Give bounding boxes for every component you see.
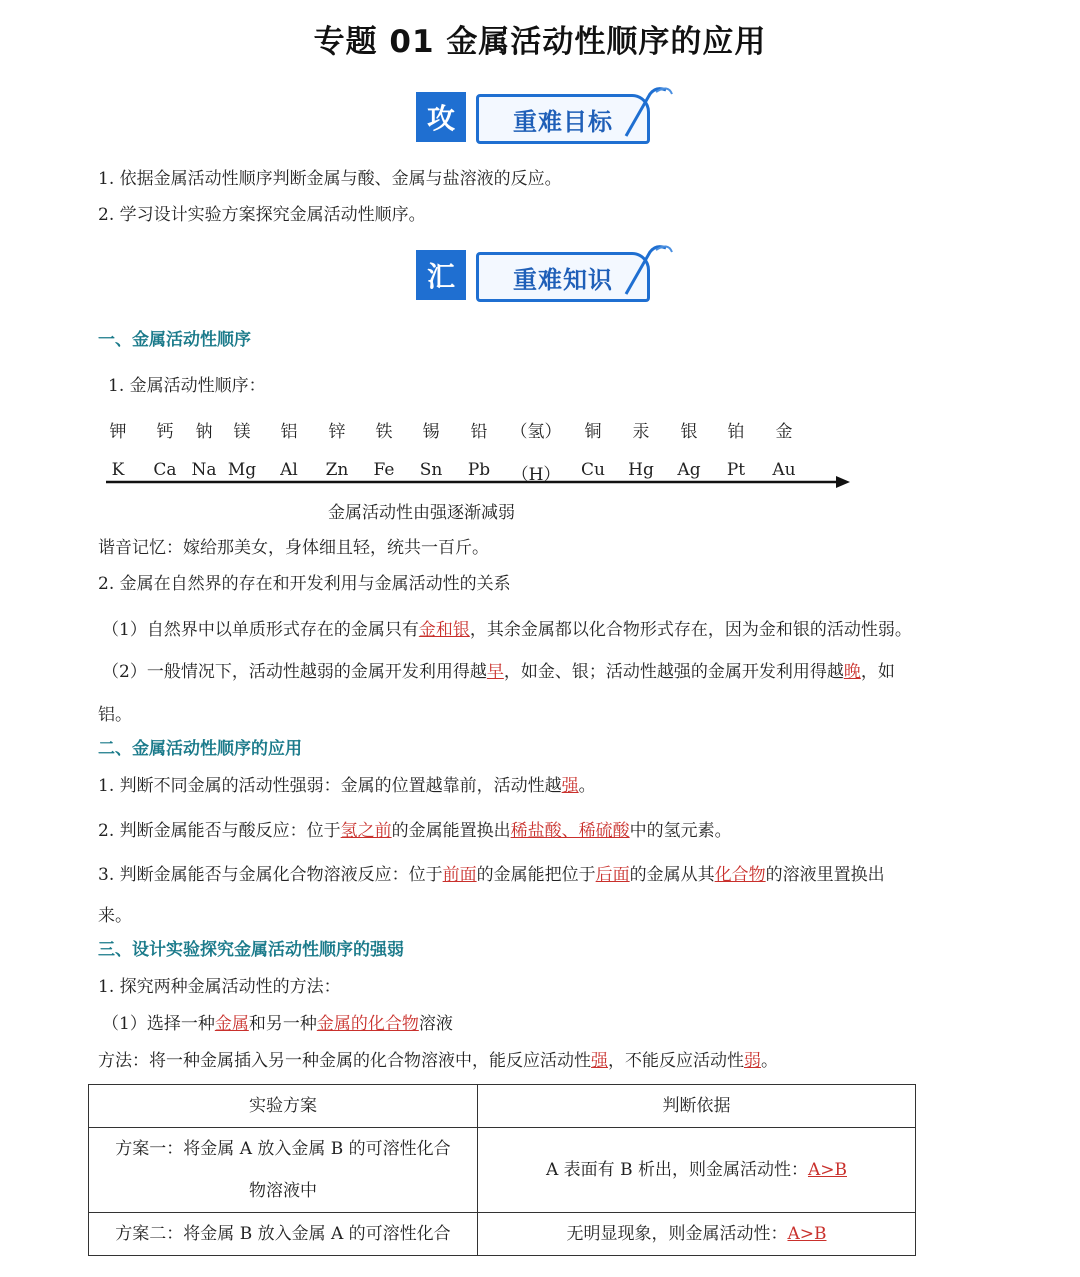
- section-heading-1: 一、金属活动性顺序: [98, 330, 251, 350]
- text: （1）选择一种: [102, 1014, 215, 1034]
- answer-metal-compound: 金属的化合物: [316, 1014, 419, 1034]
- metal-name-8: 铅: [470, 422, 488, 442]
- text: 。: [761, 1051, 778, 1071]
- text: 的金属从其: [629, 865, 715, 885]
- answer-early: 早: [486, 662, 504, 682]
- text: 。: [578, 776, 596, 796]
- metal-symbol-9: （H）: [511, 465, 561, 485]
- metal-name-6: 铁: [375, 422, 393, 442]
- answer-before-hydrogen: 氢之前: [340, 821, 392, 841]
- answer-weak: 弱: [744, 1051, 761, 1071]
- metal-name-13: 铂: [727, 422, 745, 442]
- metal-name-0: 钾: [109, 422, 127, 442]
- answer-strong: 强: [591, 1051, 608, 1071]
- activity-arrow-icon: [104, 474, 854, 490]
- metal-symbol-0: K: [111, 460, 125, 480]
- text: 1. 判断不同金属的活动性强弱：金属的位置越靠前，活动性越: [98, 776, 562, 796]
- text: （1）自然界中以单质形式存在的金属只有: [102, 620, 419, 640]
- metal-name-4: 铝: [280, 422, 298, 442]
- metal-symbol-6: Fe: [373, 460, 395, 480]
- metal-name-14: 金: [775, 422, 793, 442]
- metal-name-2: 钠: [195, 422, 213, 442]
- arrow-caption: 金属活动性由强逐渐减弱: [328, 503, 515, 523]
- rule-3: [98, 864, 885, 886]
- text: ，其余金属都以化合物形式存在，因为金和银的活动性弱。: [469, 620, 912, 640]
- metal-symbol-3: Mg: [227, 460, 257, 480]
- metal-symbol-7: Sn: [419, 460, 443, 480]
- answer-compound: 化合物: [714, 865, 766, 885]
- method-description: [98, 1050, 778, 1072]
- metal-symbol-1: Ca: [153, 460, 177, 480]
- goal-2: 2. 学习设计实验方案探究金属活动性顺序。: [98, 205, 426, 225]
- table-row: [89, 1213, 916, 1256]
- ribbon-decoration-icon: [616, 244, 676, 304]
- banner-knowledge: [416, 244, 676, 308]
- text: 的金属能把位于: [476, 865, 596, 885]
- paragraph-native-metals: [102, 619, 912, 641]
- goal-1: 1. 依据金属活动性顺序判断金属与酸、金属与盐溶液的反应。: [98, 169, 562, 189]
- metal-name-11: 汞: [632, 422, 650, 442]
- method-choice: [102, 1013, 453, 1035]
- metal-name-7: 锡: [422, 422, 440, 442]
- text: 3. 判断金属能否与金属化合物溶液反应：位于: [98, 865, 443, 885]
- answer-gold-silver: 金和银: [418, 620, 470, 640]
- plan-1-line-2: 物溶液中: [249, 1181, 317, 1201]
- metal-symbol-14: Au: [772, 460, 796, 480]
- metal-symbol-13: Pt: [726, 460, 746, 480]
- metal-symbol-4: Al: [280, 460, 298, 480]
- answer-a-gt-b: A>B: [807, 1160, 847, 1180]
- paragraph-development-cont: 铝。: [98, 705, 132, 725]
- page-title: 专题 01 金属活动性顺序的应用: [313, 24, 767, 60]
- rule-1: [98, 775, 596, 797]
- metal-symbol-11: Hg: [628, 460, 654, 480]
- text: ，不能反应活动性: [608, 1051, 744, 1071]
- answer-metal: 金属: [214, 1014, 249, 1034]
- text: （2）一般情况下，活动性越弱的金属开发利用得越: [102, 662, 487, 682]
- sub-heading-nature: 2. 金属在自然界的存在和开发利用与金属活动性的关系: [98, 574, 511, 594]
- section-heading-3: 三、设计实验探究金属活动性顺序的强弱: [98, 940, 404, 960]
- header-plan: 实验方案: [89, 1085, 478, 1128]
- banner-goals-char: 攻: [416, 92, 466, 142]
- metal-name-1: 钙: [156, 422, 174, 442]
- text: 的溶液里置换出: [765, 865, 885, 885]
- basis-2-cell: [478, 1213, 916, 1256]
- table-header-row: [89, 1085, 916, 1128]
- ribbon-decoration-icon: [616, 86, 676, 146]
- basis-1-cell: [478, 1128, 916, 1213]
- section-heading-2: 二、金属活动性顺序的应用: [98, 739, 302, 759]
- table-row: [89, 1128, 916, 1213]
- answer-dilute-acids: 稀盐酸、稀硫酸: [510, 821, 630, 841]
- banner-knowledge-char: 汇: [416, 250, 466, 300]
- text: 中的氢元素。: [629, 821, 732, 841]
- metal-symbol-8: Pb: [467, 460, 491, 480]
- plan-2-cell: 方案二：将金属 B 放入金属 A 的可溶性化合: [89, 1213, 478, 1256]
- metal-name-12: 银: [680, 422, 698, 442]
- experiment-table: [88, 1084, 916, 1256]
- metal-symbol-5: Zn: [325, 460, 349, 480]
- method-heading: 1. 探究两种金属活动性的方法：: [98, 977, 341, 997]
- rule-3-cont: 来。: [98, 906, 132, 926]
- plan-1-cell: [89, 1128, 478, 1213]
- answer-strong: 强: [561, 776, 579, 796]
- metal-name-9: （氢）: [510, 422, 562, 442]
- answer-front: 前面: [442, 865, 477, 885]
- text: ，如: [860, 662, 895, 682]
- text: 方法：将一种金属插入另一种金属的化合物溶液中，能反应活动性: [98, 1051, 591, 1071]
- text: 2. 判断金属能否与酸反应：位于: [98, 821, 341, 841]
- text: 和另一种: [248, 1014, 317, 1034]
- banner-knowledge-label: 重难知识: [476, 252, 650, 302]
- metal-symbol-10: Cu: [581, 460, 605, 480]
- metal-symbol-2: Na: [191, 460, 217, 480]
- answer-late: 晚: [843, 662, 861, 682]
- mnemonic: 谐音记忆：嫁给那美女，身体细且轻，统共一百斤。: [98, 538, 489, 558]
- answer-a-gt-b: A>B: [787, 1224, 827, 1244]
- metal-name-3: 镁: [233, 422, 251, 442]
- text: 无明显现象，则金属活动性：: [566, 1224, 788, 1244]
- plan-1-line-1: 方案一：将金属 A 放入金属 B 的可溶性化合: [115, 1139, 451, 1159]
- text: ，如金、银；活动性越强的金属开发利用得越: [503, 662, 844, 682]
- metal-symbol-12: Ag: [677, 460, 701, 480]
- banner-goals: [416, 86, 676, 150]
- banner-goals-label: 重难目标: [476, 94, 650, 144]
- rule-2: [98, 820, 732, 842]
- answer-behind: 后面: [595, 865, 630, 885]
- sub-heading-activity-series: 1. 金属活动性顺序：: [108, 376, 266, 396]
- header-basis: 判断依据: [478, 1085, 916, 1128]
- text: 溶液: [418, 1014, 453, 1034]
- metal-name-10: 铜: [584, 422, 602, 442]
- text: A 表面有 B 析出，则金属活动性：: [546, 1160, 808, 1180]
- paragraph-development: [102, 661, 895, 683]
- metal-name-5: 锌: [328, 422, 346, 442]
- text: 的金属能置换出: [391, 821, 511, 841]
